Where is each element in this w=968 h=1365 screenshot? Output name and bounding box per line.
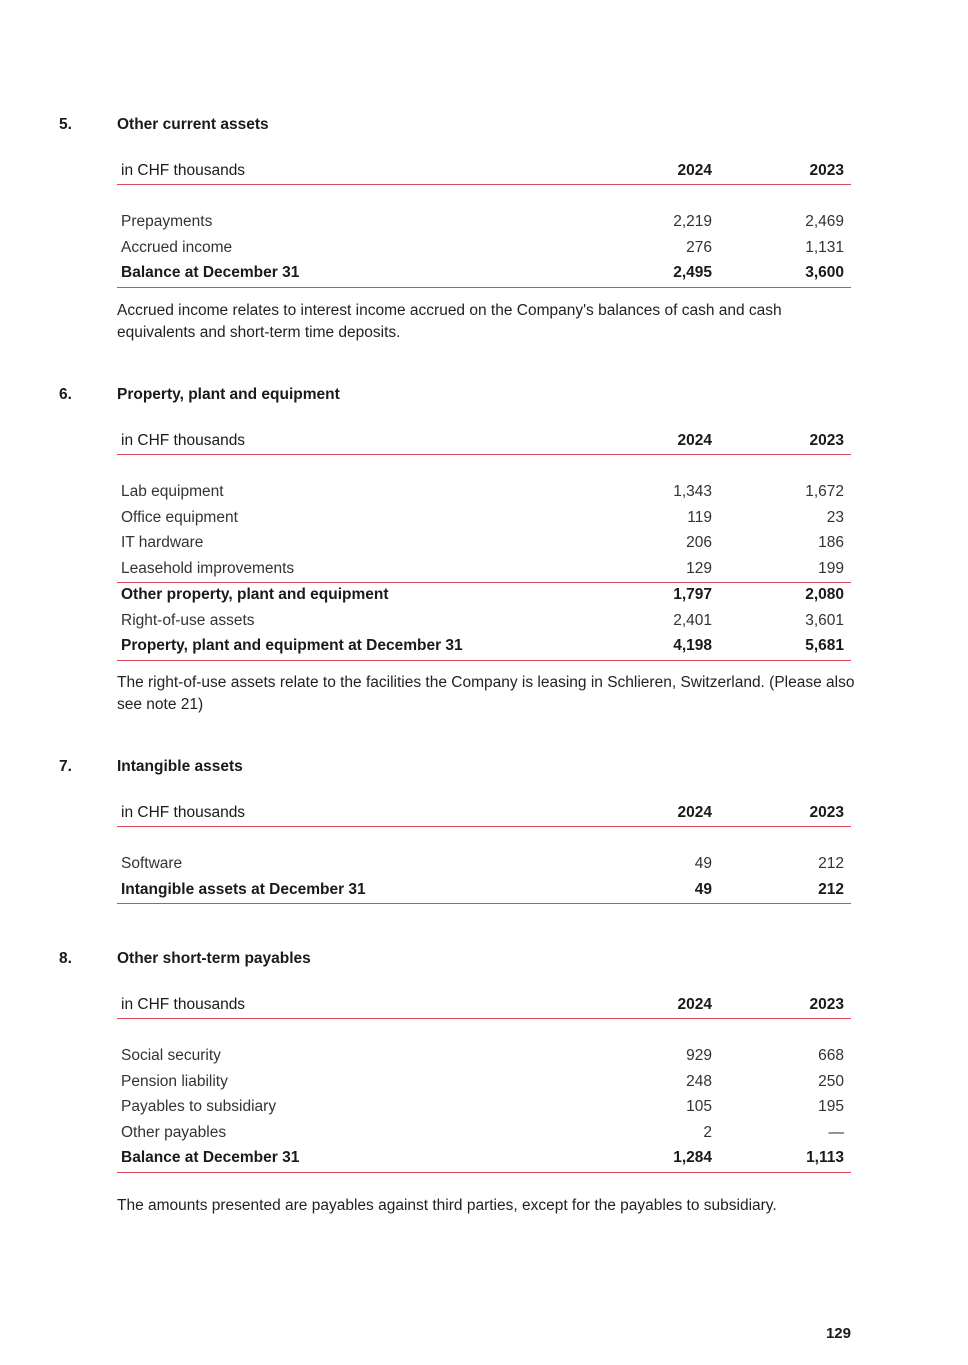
row-label: Office equipment [121, 508, 238, 526]
row-label: Payables to subsidiary [121, 1098, 277, 1115]
value-2023: 5,681 [805, 637, 844, 654]
table-property-plant-equipment [117, 432, 851, 661]
table-header-row [117, 432, 851, 455]
row-label: IT hardware [121, 534, 204, 551]
value-2023: 3,601 [805, 611, 844, 629]
table-row [117, 557, 851, 583]
total-row [117, 1146, 851, 1173]
value-2023: 186 [818, 534, 844, 551]
row-label: Balance at December 31 [121, 264, 300, 281]
section-note: The amounts presented are payables against third parties, except for the payables to subsidiary. [117, 1197, 777, 1214]
column-header-2024: 2024 [677, 432, 712, 449]
subtotal-row [117, 582, 851, 609]
row-label: Lab equipment [121, 483, 224, 500]
value-2024: 119 [687, 508, 712, 526]
row-label: Intangible assets at December 31 [121, 880, 366, 898]
value-2023: 212 [818, 855, 844, 872]
column-header-2024: 2024 [677, 996, 712, 1013]
row-label: Accrued income [121, 238, 233, 256]
section-title: Property, plant and equipment [117, 386, 340, 403]
section-heading [0, 116, 968, 136]
value-2024: 2 [703, 1123, 712, 1141]
table-row [117, 210, 851, 236]
table-other-short-term-payables [117, 996, 851, 1173]
table-header-row [117, 804, 851, 827]
section-title: Other current assets [117, 116, 269, 133]
table-row [117, 236, 851, 262]
section-note: Accrued income relates to interest income accrued on the Company's balances of cash and cash equivalents and short-term time deposits. [117, 302, 782, 341]
section-title: Intangible assets [117, 758, 243, 775]
table-row [117, 1121, 851, 1147]
table-row [117, 1044, 851, 1070]
value-2023: 2,080 [805, 586, 844, 603]
value-2023: 668 [818, 1047, 844, 1064]
section-number: 8. [59, 950, 72, 967]
row-label: Right-of-use assets [121, 611, 255, 629]
table-row [117, 506, 851, 532]
value-2024: 4,198 [673, 637, 712, 654]
row-label: Pension liability [121, 1072, 228, 1090]
section-number: 5. [59, 116, 72, 133]
value-2024: 105 [686, 1098, 712, 1115]
value-2024: 129 [686, 559, 712, 577]
value-2024: 49 [694, 880, 712, 898]
table-row [117, 852, 851, 878]
value-2024: 929 [686, 1047, 712, 1064]
value-2023: 1,672 [805, 483, 844, 500]
unit-label: in CHF thousands [121, 162, 246, 179]
table-header-row [117, 162, 851, 185]
row-label: Software [121, 855, 183, 872]
value-2023: 1,131 [805, 238, 844, 256]
row-label: Prepayments [121, 213, 213, 230]
value-2023: 2,469 [805, 213, 844, 230]
value-2024: 206 [686, 534, 712, 551]
value-2023: 199 [818, 559, 844, 577]
row-label: Social security [121, 1047, 221, 1064]
section-heading [0, 386, 968, 406]
section-heading [0, 758, 968, 778]
table-row [117, 480, 851, 506]
table-intangible-assets [117, 804, 851, 904]
value-2024: 49 [694, 855, 712, 872]
column-header-2023: 2023 [809, 162, 844, 179]
table-row [117, 609, 851, 635]
unit-label: in CHF thousands [121, 804, 246, 821]
value-2023: 212 [818, 880, 844, 898]
table-row [117, 1070, 851, 1096]
table-row [117, 531, 851, 557]
row-label: Other payables [121, 1123, 227, 1141]
value-2024: 2,219 [673, 213, 712, 230]
value-2024: 276 [686, 238, 712, 256]
value-2024: 2,401 [673, 611, 712, 629]
section-heading [0, 950, 968, 970]
table-other-current-assets [117, 162, 851, 288]
section-note: The right-of-use assets relate to the facilities the Company is leasing in Schlieren, Switzerland. (Please also see note 21) [117, 674, 855, 713]
column-header-2024: 2024 [677, 162, 712, 179]
column-header-2024: 2024 [677, 804, 712, 821]
column-header-2023: 2023 [809, 996, 844, 1013]
value-2024: 1,284 [673, 1149, 712, 1166]
value-2023: 3,600 [805, 264, 844, 281]
unit-label: in CHF thousands [121, 996, 246, 1013]
section-number: 6. [59, 386, 72, 403]
page-number: 129 [825, 1325, 851, 1342]
section-number: 7. [59, 758, 72, 775]
total-row [117, 878, 851, 905]
column-header-2023: 2023 [809, 432, 844, 449]
column-header-2023: 2023 [809, 804, 844, 821]
section-title: Other short-term payables [117, 950, 311, 967]
value-2024: 1,797 [673, 586, 712, 603]
total-row [117, 634, 851, 661]
row-label: Other property, plant and equipment [121, 586, 389, 603]
value-2023: 195 [818, 1098, 844, 1115]
value-2024: 248 [686, 1072, 712, 1090]
value-2024: 2,495 [673, 264, 712, 281]
value-2023: 1,113 [806, 1149, 844, 1166]
value-2023: — [828, 1123, 844, 1141]
unit-label: in CHF thousands [121, 432, 246, 449]
value-2024: 1,343 [673, 483, 712, 500]
total-row [117, 261, 851, 288]
table-row [117, 1095, 851, 1121]
row-label: Leasehold improvements [121, 559, 295, 577]
table-header-row [117, 996, 851, 1019]
value-2023: 23 [826, 508, 844, 526]
row-label: Property, plant and equipment at December 31 [121, 637, 463, 654]
row-label: Balance at December 31 [121, 1149, 300, 1166]
value-2023: 250 [818, 1072, 844, 1090]
